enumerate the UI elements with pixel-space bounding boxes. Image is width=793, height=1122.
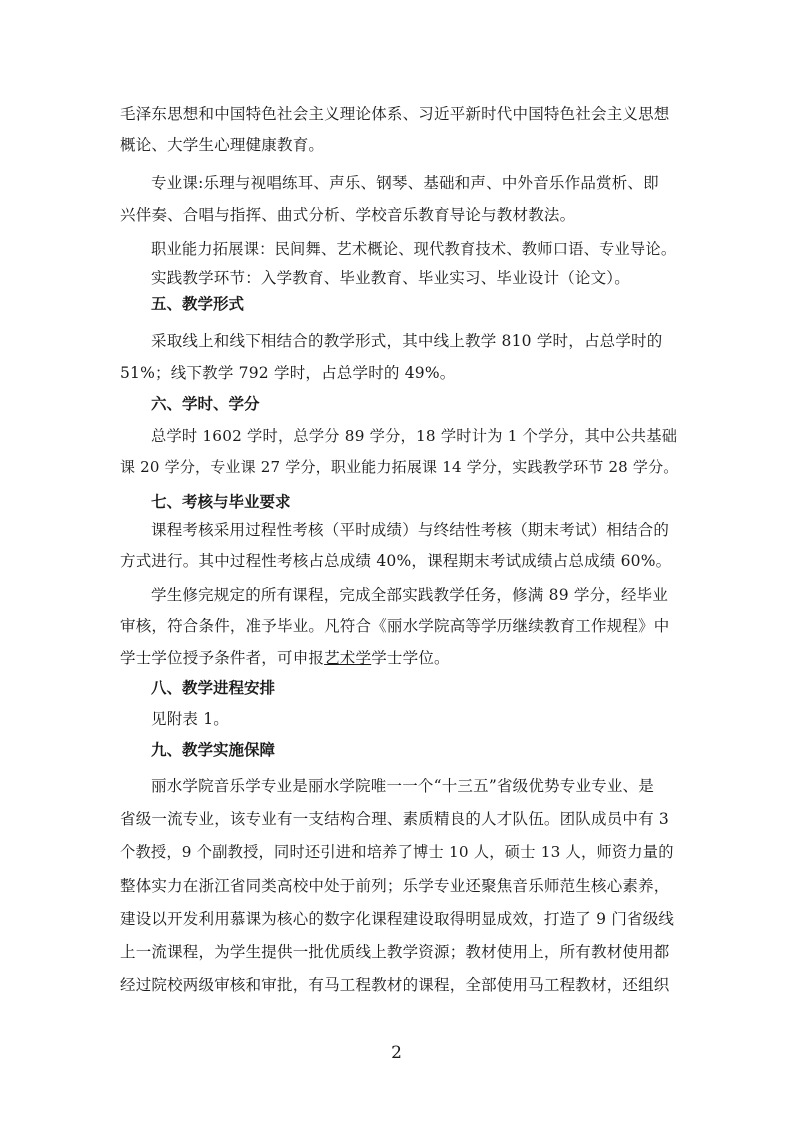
text-line: 51%；线下教学 792 学时，占总学时的 49%。 — [120, 364, 456, 382]
text-line: 丽水学院音乐学专业是丽水学院唯一一个“十三五”省级优势专业专业、是 — [151, 777, 654, 795]
text-line: 审核，符合条件，准予毕业。凡符合《丽水学院高等学历继续教育工作规程》中 — [120, 617, 670, 635]
text-line: 采取线上和线下相结合的教学形式，其中线上教学 810 学时，占总学时的 — [151, 332, 663, 350]
text-line: 概论、大学生心理健康教育。 — [120, 136, 325, 154]
text-line: 毛泽东思想和中国特色社会主义理论体系、习近平新时代中国特色社会主义思想 — [120, 105, 670, 123]
section-heading: 八、教学进程安排 — [151, 679, 276, 697]
text-line: 建设以开发利用慕课为核心的数字化课程建设取得明显成效，打造了 9 门省级线 — [120, 910, 675, 928]
section-heading: 六、学时、学分 — [151, 395, 260, 413]
text-line — [120, 648, 680, 668]
section-heading: 五、教学形式 — [151, 295, 245, 313]
text-line: 专业课:乐理与视唱练耳、声乐、钢琴、基础和声、中外音乐作品赏析、即 — [151, 174, 659, 192]
section-heading: 七、考核与毕业要求 — [151, 493, 291, 511]
text-line: 兴伴奏、合唱与指挥、曲式分析、学校音乐教育导论与教材教法。 — [120, 206, 576, 224]
text-line: 职业能力拓展课：民间舞、艺术概论、现代教育技术、教师口语、专业导论。 — [151, 240, 677, 258]
text-line: 省级一流专业，该专业有一支结构合理、素质精良的人才队伍。团队成员中有 3 — [120, 810, 669, 828]
text-line: 方式进行。其中过程性考核占总成绩 40%，课程期末考试成绩占总成绩 60%。 — [120, 552, 672, 570]
text-line: 个教授，9 个副教授，同时还引进和培养了博士 10 人，硕士 13 人，师资力量的 — [120, 843, 674, 861]
text-line: 课程考核采用过程性考核（平时成绩）与终结性考核（期末考试）相结合的 — [151, 521, 670, 539]
text-line: 课 20 学分，专业课 27 学分，职业能力拓展课 14 学分，实践教学环节 28 学分。 — [120, 458, 679, 476]
text-line: 总学时 1602 学时，总学分 89 学分，18 学时计为 1 个学分，其中公共基础 — [151, 427, 678, 445]
text-line: 实践教学环节：入学教育、毕业教育、毕业实习、毕业设计（论文）。 — [151, 269, 630, 287]
underlined-degree-name: 艺术学 — [324, 649, 372, 667]
text-line: 整体实力在浙江省同类高校中处于前列；乐学专业还聚焦音乐师范生核心素养， — [120, 877, 670, 895]
text-line: 经过院校两级审核和审批，有马工程教材的课程，全部使用马工程教材，还组织 — [120, 976, 670, 994]
text-line: 学生修完规定的所有课程，完成全部实践教学任务，修满 89 学分，经毕业 — [151, 586, 669, 604]
text-line: 见附表 1。 — [151, 710, 229, 728]
section-heading: 九、教学实施保障 — [151, 741, 276, 759]
text-span: 学士学位授予条件者，可申报 — [120, 649, 325, 667]
page-number: 2 — [391, 1043, 402, 1063]
text-span: 学士学位。 — [371, 649, 450, 667]
text-line: 上一流课程，为学生提供一批优质线上教学资源；教材使用上，所有教材使用都 — [120, 943, 670, 961]
